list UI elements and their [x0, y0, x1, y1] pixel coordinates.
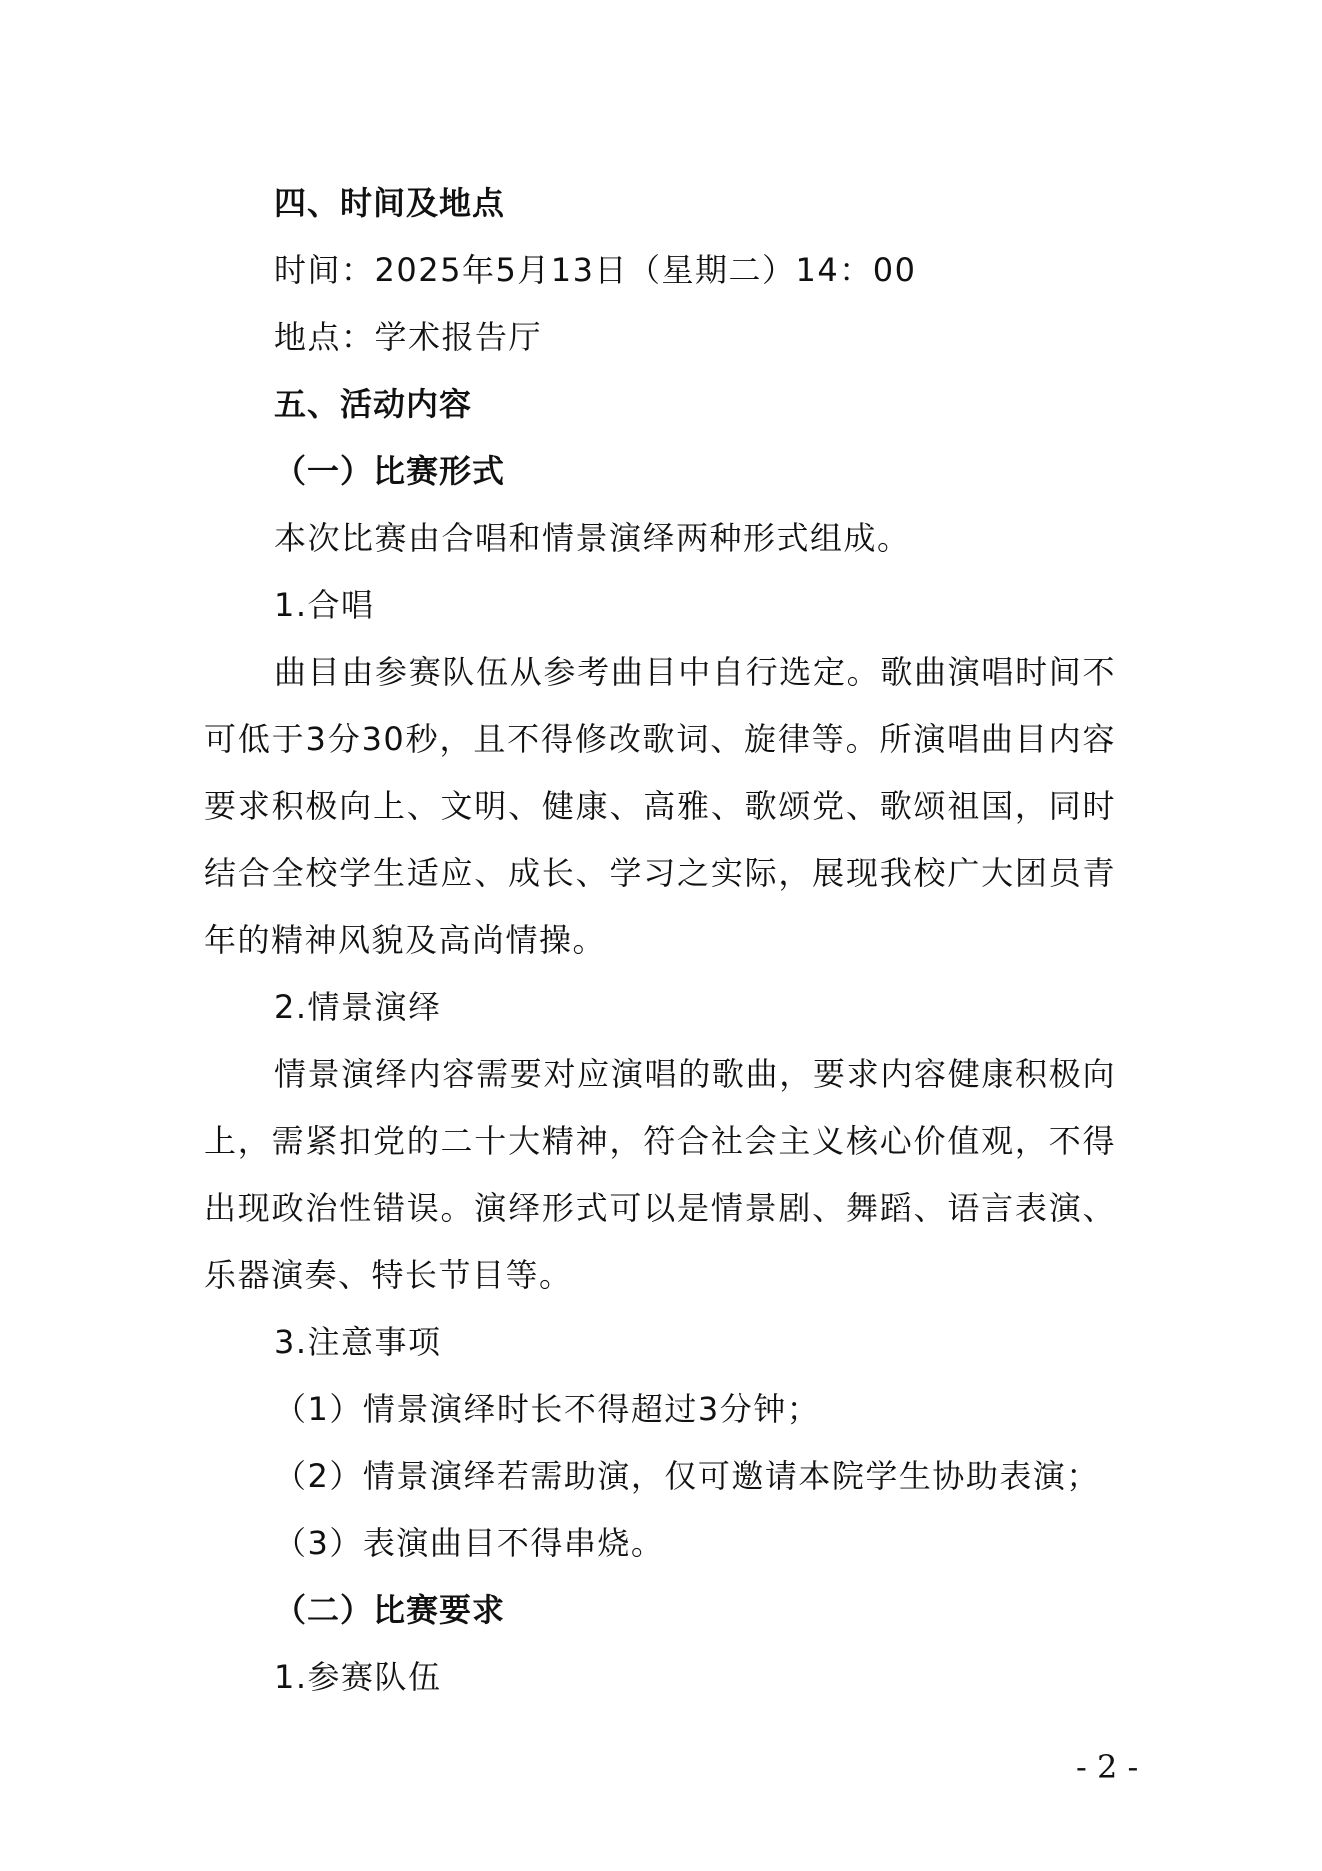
- note-item: （2）情景演绎若需助演，仅可邀请本院学生协助表演；: [274, 1457, 1100, 1495]
- event-time: 时间：2025年5月13日（星期二）14：00: [274, 251, 917, 289]
- section-heading-activity-content: 五、活动内容: [274, 385, 473, 423]
- subheading-competition-requirements: （二）比赛要求: [274, 1591, 506, 1629]
- item-title-scenario-performance: 2.情景演绎: [274, 988, 442, 1026]
- item-title-chorus: 1.合唱: [274, 586, 375, 624]
- page-number: - 2 -: [1076, 1748, 1139, 1786]
- competition-format-intro: 本次比赛由合唱和情景演绎两种形式组成。: [274, 519, 911, 557]
- note-item: （3）表演曲目不得串烧。: [274, 1524, 665, 1562]
- section-heading-time-location: 四、时间及地点: [274, 184, 506, 222]
- subheading-competition-format: （一）比赛形式: [274, 452, 506, 490]
- paragraph-chorus: 曲目由参赛队伍从参考曲目中自行选定。歌曲演唱时间不可低于3分30秒，且不得修改歌词、旋律等。所演唱曲目内容要求积极向上、文明、健康、高雅、歌颂党、歌颂祖国，同时结合全校学生适应、成长、学习之实际，展现我校广大团员青年的精神风貌及高尚情操。: [204, 653, 1116, 959]
- item-title-notes: 3.注意事项: [274, 1323, 442, 1361]
- item-title-participating-teams: 1.参赛队伍: [274, 1658, 442, 1696]
- event-location: 地点：学术报告厅: [274, 318, 543, 356]
- note-item: （1）情景演绎时长不得超过3分钟；: [274, 1390, 821, 1428]
- document-body: [204, 170, 1116, 1711]
- paragraph-scenario-performance: 情景演绎内容需要对应演唱的歌曲，要求内容健康积极向上，需紧扣党的二十大精神，符合社会主义核心价值观，不得出现政治性错误。演绎形式可以是情景剧、舞蹈、语言表演、乐器演奏、特长节目等。: [204, 1055, 1116, 1294]
